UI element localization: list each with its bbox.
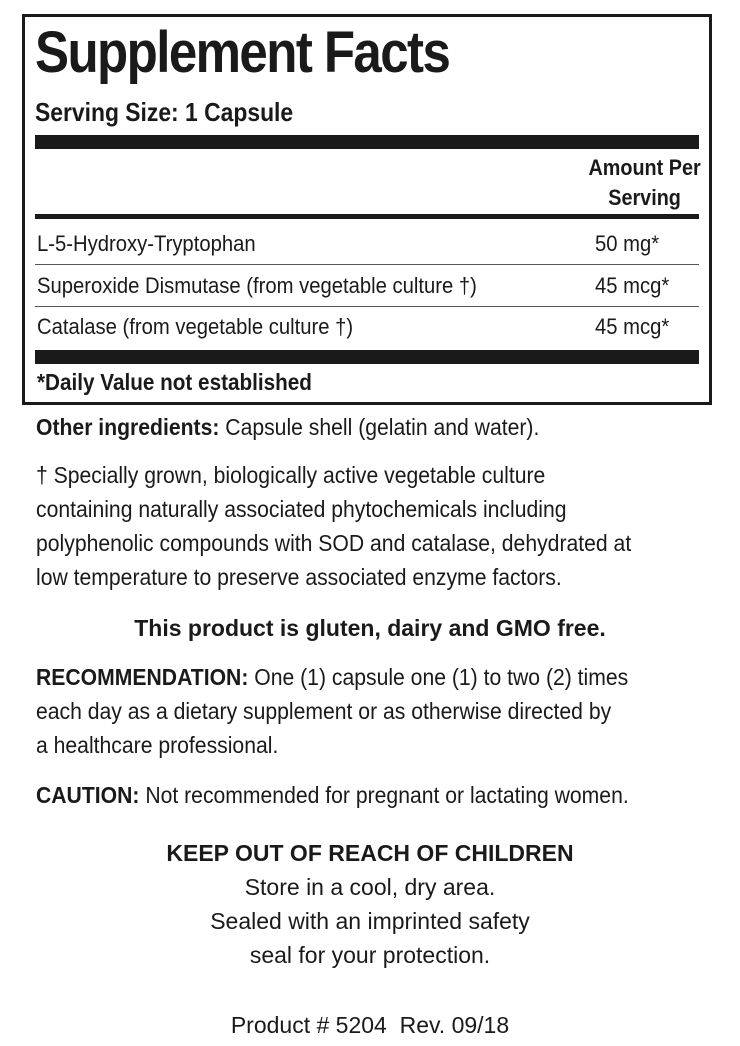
daily-value-note: *Daily Value not established xyxy=(37,369,312,395)
recommendation-label: RECOMMENDATION: xyxy=(36,664,249,690)
dagger-note-line: polyphenolic compounds with SOD and catalase, dehydrated at xyxy=(36,530,632,556)
other-ingredients xyxy=(36,410,680,444)
storage-line: seal for your protection. xyxy=(249,942,491,968)
supplement-facts-panel xyxy=(22,14,712,405)
ingredient-name: Catalase (from vegetable culture †) xyxy=(37,314,354,339)
dagger-note-line: containing naturally associated phytochemicals including xyxy=(36,496,567,522)
thick-divider-bottom xyxy=(35,350,699,364)
keep-out-warning: KEEP OUT OF REACH OF CHILDREN xyxy=(166,840,574,866)
recommendation-line: One (1) capsule one (1) to two (2) times xyxy=(248,664,629,690)
product-number: Product # 5204 Rev. 09/18 xyxy=(230,1012,510,1038)
caution-label: CAUTION: xyxy=(36,782,140,808)
thick-divider-top xyxy=(35,135,699,149)
ingredient-amount: 45 mcg* xyxy=(595,273,670,298)
ingredient-name: L-5-Hydroxy-Tryptophan xyxy=(37,231,256,256)
amount-header-line-1: Amount Per xyxy=(588,155,701,180)
caution-text: Not recommended for pregnant or lactating women. xyxy=(139,782,629,808)
caution xyxy=(36,778,680,812)
dagger-note-line: low temperature to preserve associated enzyme factors. xyxy=(36,564,562,590)
panel-title: Supplement Facts xyxy=(35,20,450,85)
other-ingredients-text: Capsule shell (gelatin and water). xyxy=(219,414,540,440)
storage-line: Store in a cool, dry area. xyxy=(244,874,496,900)
other-ingredients-label: Other ingredients: xyxy=(36,414,220,440)
row-rule xyxy=(35,306,699,307)
storage-line: Sealed with an imprinted safety xyxy=(210,908,530,934)
ingredient-name: Superoxide Dismutase (from vegetable culture †) xyxy=(37,273,477,298)
medium-divider xyxy=(35,214,699,219)
free-from-statement: This product is gluten, dairy and GMO free. xyxy=(134,615,606,641)
amount-per-serving-header xyxy=(589,153,701,213)
recommendation-line: each day as a dietary supplement or as otherwise directed by xyxy=(36,698,612,724)
ingredient-amount: 45 mcg* xyxy=(595,314,670,339)
row-rule xyxy=(35,264,699,265)
dagger-note-line: † Specially grown, biologically active vegetable culture xyxy=(36,462,546,488)
ingredient-amount: 50 mg* xyxy=(595,231,660,256)
serving-size: Serving Size: 1 Capsule xyxy=(35,97,294,127)
amount-header-line-2: Serving xyxy=(608,185,682,210)
recommendation xyxy=(36,660,680,762)
recommendation-line: a healthcare professional. xyxy=(36,732,279,758)
dagger-note xyxy=(36,458,680,594)
